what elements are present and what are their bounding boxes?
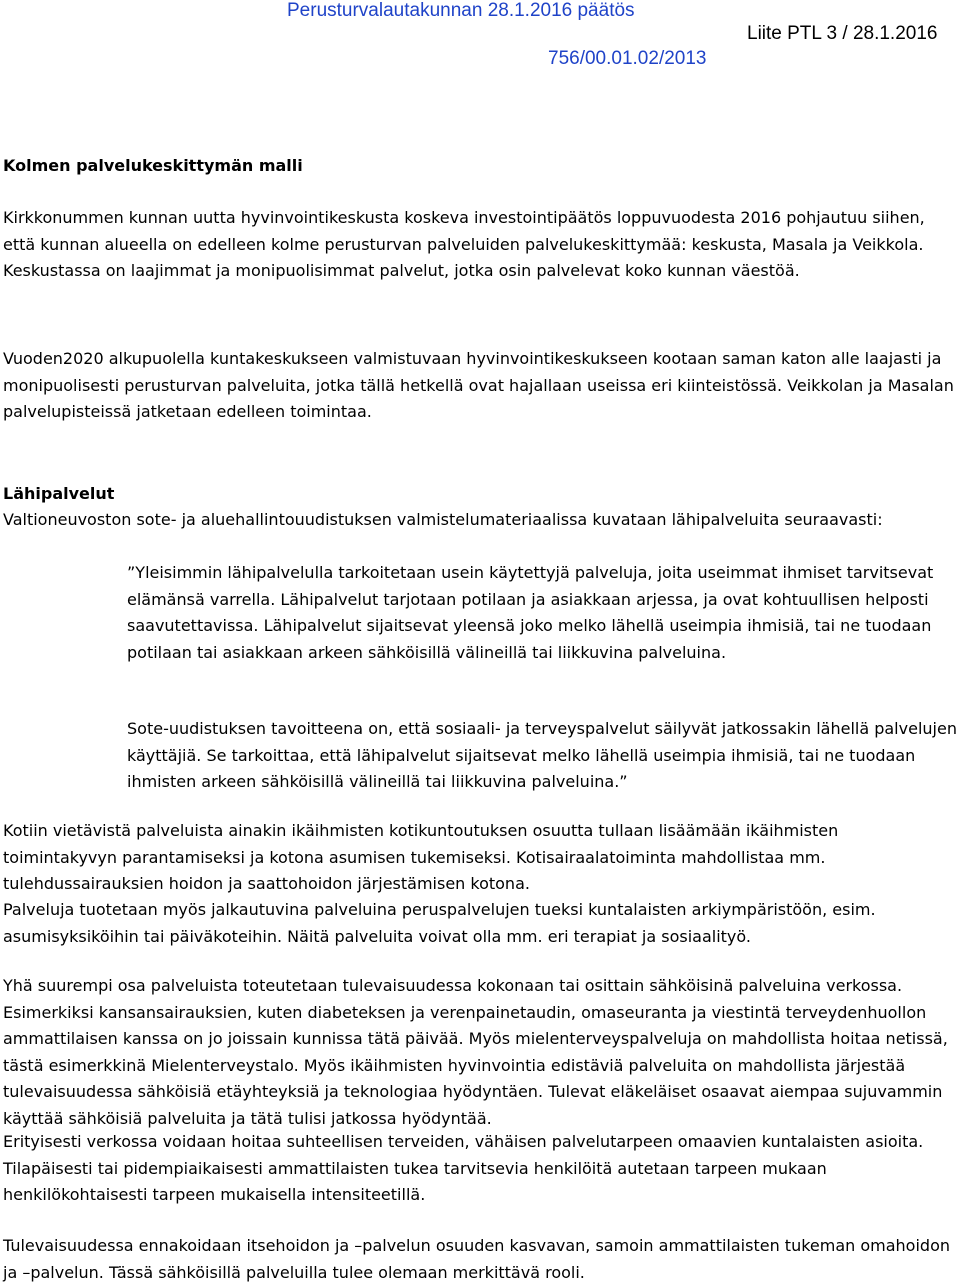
paragraph-home-services: Kotiin vietävistä palveluista ainakin ikäihmisten kotikuntoutuksen osuutta tullaan lisäämään ikäihmisten toimintakyvyn parantamiseksi ja kotona asumisen tukemiseksi. Kotisairaalatoiminta mahdollistaa mm. tulehdussairauksien hoidon ja saattohoidon järjestämisen kotona. [3,821,839,893]
section-title-model: Kolmen palvelukeskittymän malli [3,156,303,175]
paragraph-self-care: Tulevaisuudessa ennakoidaan itsehoidon ja –palvelun osuuden kasvavan, samoin ammattilaisten tukeman omahoidon ja –palvelun. Tässä sähköisillä palveluilla tulee olemaan merkittävä rooli. [3,1236,950,1282]
decision-stamp: Perusturvalautakunnan 28.1.2016 päätös [287,0,635,21]
paragraph-electronic-services: Yhä suurempi osa palveluista toteutetaan tulevaisuudessa kokonaan tai osittain sähköisinä palveluina verkossa. Esimerkiksi kansansairauksien, kuten diabeteksen ja verenpainetaudin, omaseuranta ja viestintä terveydenhuollon ammattilaisen kanssa on jo joissain kunnissa tätä päivää. Myös mielenterveyspalveluja on mahdollista hoitaa netissä, tästä esimerkkinä Mielenterveystalo. Myös ikäihmisten hyvinvointia edistäviä palveluita on mahdollista järjestää tulevaisuudessa sähköisiä etäyhteyksiä ja teknologiaa hyödyntäen. Tulevat eläkeläiset osaavat aiempaa sujuvammin käyttää sähköisiä palveluita ja tätä tulisi jatkossa hyödyntää. [3,976,948,1128]
paragraph-intro: Valtioneuvoston sote- ja aluehallintouudistuksen valmistelumateriaalissa kuvataan lähipalveluita seuraavasti: [3,510,883,529]
paragraph-investment-decision: Kirkkonummen kunnan uutta hyvinvointikeskusta koskeva investointipäätös loppuvuodesta 2016 pohjautuu siihen, että kunnan alueella on edelleen kolme perusturvan palveluiden palvelukeskittymää: keskusta, Masala ja Veikkola. Keskustassa on laajimmat ja monipuolisimmat palvelut, jotka osin palvelevat koko kunnan väestöä. [3,208,925,280]
section-title-local-services: Lähipalvelut [3,484,115,503]
attachment-label: Liite PTL 3 / 28.1.2016 [747,23,938,44]
diary-number: 756/00.01.02/2013 [548,48,707,69]
paragraph-welfare-centre: Vuoden2020 alkupuolella kuntakeskukseen valmistuvaan hyvinvointikeskukseen kootaan saman katon alle laajasti ja monipuolisesti perusturvan palveluita, jotka tällä hetkellä ovat hajallaan useissa eri kiinteistössä. Veikkolan ja Masalan palvelupisteissä jatketaan edelleen toimintaa. [3,349,954,421]
paragraph-online-care: Erityisesti verkossa voidaan hoitaa suhteellisen terveiden, vähäisen palvelutarpeen omaavien kuntalaisten asioita. Tilapäisesti tai pidempiaikaisesti ammattilaisten tukea tarvitsevia henkilöitä autetaan tarpeen mukaan henkilökohtaisesti tarpeen mukaisella intensiteetillä. [3,1132,924,1204]
paragraph-mobile-services: Palveluja tuotetaan myös jalkautuvina palveluina peruspalvelujen tueksi kuntalaisten arkiympäristöön, esim. asumisyksiköihin tai päiväkoteihin. Näitä palveluita voivat olla mm. eri terapiat ja sosiaalityö. [3,900,876,946]
quote-sote-goal: Sote-uudistuksen tavoitteena on, että sosiaali- ja terveyspalvelut säilyvät jatkossakin lähellä palvelujen käyttäjiä. Se tarkoittaa, että lähipalvelut sijaitsevat melko lähellä useimpia ihmisiä, tai ne tuodaan ihmisten arkeen sähköisillä välineillä tai liikkuvina palveluina.” [127,719,957,791]
quote-local-services: ”Yleisimmin lähipalvelulla tarkoitetaan usein käytettyjä palveluja, joita useimmat ihmiset tarvitsevat elämänsä varrella. Lähipalvelut tarjotaan potilaan ja asiakkaan arjessa, ja ovat kohtuullisen helposti saavutettavissa. Lähipalvelut sijaitsevat yleensä joko melko lähellä useimpia ihmisiä, tai ne tuodaan potilaan tai asiakkaan arkeen sähköisillä välineillä tai liikkuvina palveluina. [127,563,934,662]
